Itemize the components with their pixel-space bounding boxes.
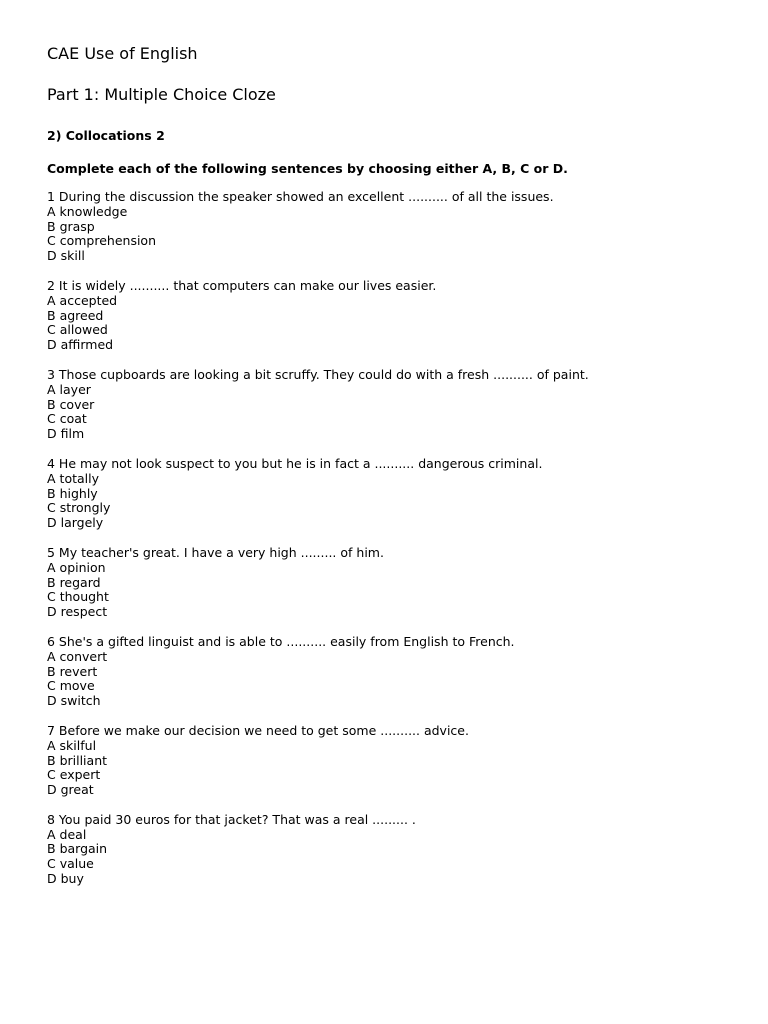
- question-2: [47, 279, 737, 353]
- option-text: comprehension: [59, 233, 156, 249]
- question-list: [47, 190, 737, 887]
- option-text: coat: [59, 411, 87, 427]
- option-d: [47, 338, 737, 353]
- option-text: grasp: [59, 218, 95, 234]
- option-text: thought: [59, 589, 109, 605]
- option-letter: D: [47, 693, 57, 709]
- option-c: [47, 768, 737, 783]
- part-title: Part 1: Multiple Choice Cloze: [47, 85, 276, 104]
- document-title: CAE Use of English: [47, 44, 198, 63]
- option-c: [47, 679, 737, 694]
- option-text: cover: [59, 396, 95, 412]
- option-text: allowed: [59, 322, 108, 338]
- option-c: [47, 234, 737, 249]
- option-text: expert: [59, 767, 101, 783]
- option-b: [47, 842, 737, 857]
- option-letter: A: [47, 381, 56, 397]
- option-a: [47, 383, 737, 398]
- option-letter: C: [47, 233, 56, 249]
- option-letter: B: [47, 307, 56, 323]
- option-text: switch: [60, 693, 101, 709]
- option-letter: C: [47, 411, 56, 427]
- section-title: 2) Collocations 2: [47, 128, 165, 143]
- question-stem: 3 Those cupboards are looking a bit scruffy. They could do with a fresh .......... of paint.: [47, 366, 589, 382]
- option-b: [47, 754, 737, 769]
- option-text: respect: [60, 604, 108, 620]
- option-text: layer: [59, 381, 91, 397]
- question-8: [47, 813, 737, 887]
- option-text: highly: [59, 485, 98, 501]
- option-letter: A: [47, 203, 56, 219]
- option-text: strongly: [59, 500, 111, 516]
- option-letter: B: [47, 396, 56, 412]
- option-letter: C: [47, 589, 56, 605]
- option-text: convert: [59, 648, 108, 664]
- option-letter: C: [47, 767, 56, 783]
- option-d: [47, 516, 737, 531]
- document-page: [47, 44, 737, 902]
- option-a: [47, 205, 737, 220]
- option-text: regard: [59, 574, 101, 590]
- option-letter: D: [47, 871, 57, 887]
- option-b: [47, 309, 737, 324]
- option-letter: A: [47, 648, 56, 664]
- option-c: [47, 590, 737, 605]
- option-text: largely: [60, 515, 104, 531]
- option-letter: D: [47, 515, 57, 531]
- option-d: [47, 783, 737, 798]
- question-stem: 6 She's a gifted linguist and is able to .......... easily from English to French.: [47, 633, 515, 649]
- option-letter: D: [47, 782, 57, 798]
- question-stem: 1 During the discussion the speaker showed an excellent .......... of all the issues.: [47, 189, 554, 204]
- option-letter: B: [47, 485, 56, 501]
- option-text: totally: [59, 470, 99, 486]
- option-letter: C: [47, 678, 56, 694]
- question-stem: 4 He may not look suspect to you but he is in fact a .......... dangerous criminal.: [47, 455, 543, 471]
- question-stem: 5 My teacher's great. I have a very high ......... of him.: [47, 544, 384, 560]
- option-a: [47, 739, 737, 754]
- option-text: great: [60, 782, 94, 798]
- option-d: [47, 427, 737, 442]
- option-text: buy: [60, 871, 84, 887]
- option-letter: B: [47, 663, 56, 679]
- option-text: bargain: [59, 841, 108, 857]
- option-d: [47, 249, 737, 264]
- instructions: Complete each of the following sentences by choosing either A, B, C or D.: [47, 161, 568, 176]
- option-text: film: [60, 426, 85, 442]
- option-b: [47, 576, 737, 591]
- question-7: [47, 724, 737, 798]
- option-b: [47, 220, 737, 235]
- option-letter: D: [47, 248, 57, 264]
- option-d: [47, 694, 737, 709]
- option-c: [47, 323, 737, 338]
- option-text: accepted: [59, 292, 118, 308]
- option-text: opinion: [59, 559, 106, 575]
- option-c: [47, 857, 737, 872]
- option-b: [47, 398, 737, 413]
- option-d: [47, 872, 737, 887]
- option-letter: D: [47, 604, 57, 620]
- option-letter: A: [47, 826, 56, 842]
- option-letter: D: [47, 426, 57, 442]
- option-d: [47, 605, 737, 620]
- option-a: [47, 828, 737, 843]
- option-letter: C: [47, 322, 56, 338]
- question-4: [47, 457, 737, 531]
- option-letter: A: [47, 559, 56, 575]
- option-text: skill: [60, 248, 85, 264]
- question-1: [47, 190, 737, 264]
- question-stem: 2 It is widely .......... that computers can make our lives easier.: [47, 277, 437, 293]
- option-text: skilful: [59, 737, 97, 753]
- option-letter: B: [47, 218, 56, 234]
- option-b: [47, 665, 737, 680]
- option-a: [47, 650, 737, 665]
- question-stem: 7 Before we make our decision we need to get some .......... advice.: [47, 722, 469, 738]
- option-letter: A: [47, 470, 56, 486]
- option-a: [47, 561, 737, 576]
- option-text: affirmed: [60, 337, 114, 353]
- option-a: [47, 294, 737, 309]
- option-letter: C: [47, 500, 56, 516]
- option-a: [47, 472, 737, 487]
- question-5: [47, 546, 737, 620]
- option-text: knowledge: [59, 203, 128, 219]
- option-text: revert: [59, 663, 98, 679]
- option-text: value: [59, 856, 94, 872]
- option-letter: B: [47, 574, 56, 590]
- option-c: [47, 501, 737, 516]
- option-text: agreed: [59, 307, 104, 323]
- option-text: deal: [59, 826, 87, 842]
- option-letter: A: [47, 737, 56, 753]
- option-letter: B: [47, 841, 56, 857]
- option-c: [47, 412, 737, 427]
- question-6: [47, 635, 737, 709]
- option-letter: D: [47, 337, 57, 353]
- question-stem: 8 You paid 30 euros for that jacket? That was a real ......... .: [47, 811, 416, 827]
- option-letter: B: [47, 752, 56, 768]
- option-letter: C: [47, 856, 56, 872]
- option-b: [47, 487, 737, 502]
- question-3: [47, 368, 737, 442]
- option-letter: A: [47, 292, 56, 308]
- option-text: brilliant: [59, 752, 108, 768]
- option-text: move: [59, 678, 95, 694]
